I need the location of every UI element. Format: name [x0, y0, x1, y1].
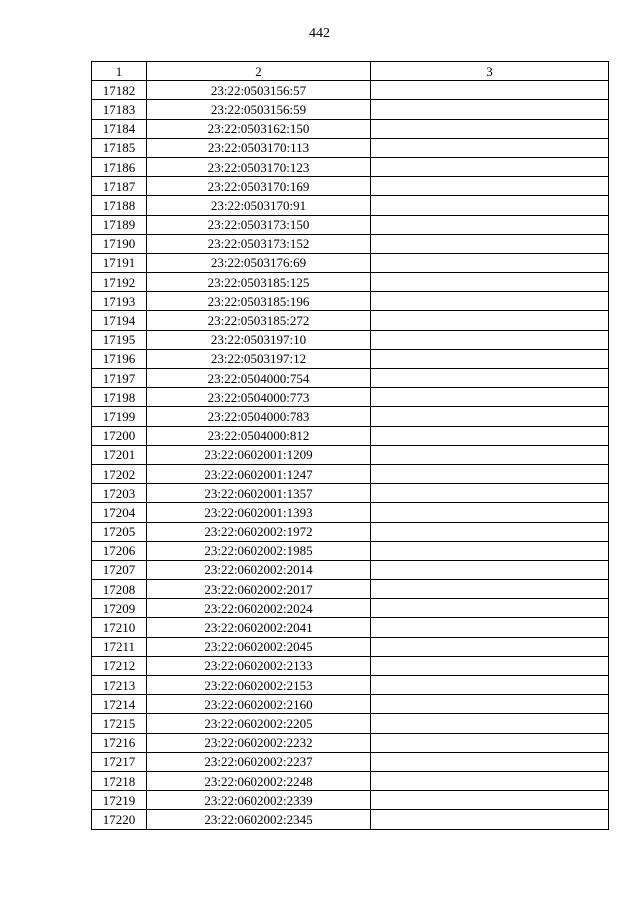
- table-cell-col-2: 23:22:0503185:272: [147, 311, 371, 330]
- table-cell-col-1: 17193: [92, 292, 147, 311]
- header-row: [92, 62, 609, 81]
- table-cell-col-1: 17199: [92, 407, 147, 426]
- table-cell-col-1: 17213: [92, 676, 147, 695]
- table-cell-col-3: [371, 330, 609, 349]
- table-cell-col-1: 17212: [92, 656, 147, 675]
- table-cell-col-3: [371, 234, 609, 253]
- table-cell-col-2: 23:22:0602002:2041: [147, 618, 371, 637]
- table-cell-col-1: 17185: [92, 138, 147, 157]
- table-row: [92, 676, 609, 695]
- table-cell-col-2: 23:22:0602001:1357: [147, 484, 371, 503]
- table-cell-col-2: 23:22:0503156:59: [147, 100, 371, 119]
- header-cell-col-3: 3: [371, 62, 609, 81]
- table-cell-col-3: [371, 445, 609, 464]
- table-cell-col-1: 17214: [92, 695, 147, 714]
- table-cell-col-2: 23:22:0602001:1209: [147, 445, 371, 464]
- table-row: [92, 810, 609, 829]
- table-cell-col-3: [371, 580, 609, 599]
- table-cell-col-2: 23:22:0602002:2232: [147, 733, 371, 752]
- table-cell-col-1: 17206: [92, 541, 147, 560]
- table-cell-col-2: 23:22:0503173:150: [147, 215, 371, 234]
- table-cell-col-1: 17192: [92, 273, 147, 292]
- table-cell-col-3: [371, 637, 609, 656]
- table-cell-col-3: [371, 157, 609, 176]
- table-cell-col-1: 17218: [92, 771, 147, 790]
- table-row: [92, 311, 609, 330]
- table-row: [92, 522, 609, 541]
- table-cell-col-2: 23:22:0503170:91: [147, 196, 371, 215]
- table-cell-col-2: 23:22:0602002:2339: [147, 791, 371, 810]
- header-cell-col-1: 1: [92, 62, 147, 81]
- table-cell-col-1: 17220: [92, 810, 147, 829]
- table-cell-col-1: 17182: [92, 81, 147, 100]
- table-row: [92, 791, 609, 810]
- table-cell-col-3: [371, 714, 609, 733]
- table-cell-col-1: 17215: [92, 714, 147, 733]
- table-cell-col-1: 17186: [92, 157, 147, 176]
- table-cell-col-1: 17194: [92, 311, 147, 330]
- table-cell-col-1: 17207: [92, 560, 147, 579]
- table-row: [92, 503, 609, 522]
- table-cell-col-3: [371, 503, 609, 522]
- table-cell-col-3: [371, 771, 609, 790]
- table-row: [92, 426, 609, 445]
- table-row: [92, 752, 609, 771]
- table-row: [92, 560, 609, 579]
- table-cell-col-3: [371, 119, 609, 138]
- table-row: [92, 656, 609, 675]
- table-cell-col-2: 23:22:0602002:2045: [147, 637, 371, 656]
- table-row: [92, 580, 609, 599]
- table-cell-col-2: 23:22:0503170:169: [147, 177, 371, 196]
- table-row: [92, 445, 609, 464]
- table-cell-col-3: [371, 311, 609, 330]
- table-cell-col-1: 17204: [92, 503, 147, 522]
- table-cell-col-2: 23:22:0503170:123: [147, 157, 371, 176]
- table-row: [92, 253, 609, 272]
- table-cell-col-1: 17187: [92, 177, 147, 196]
- table-row: [92, 234, 609, 253]
- table-row: [92, 81, 609, 100]
- table-cell-col-3: [371, 676, 609, 695]
- table-cell-col-1: 17188: [92, 196, 147, 215]
- table-cell-col-3: [371, 253, 609, 272]
- table-cell-col-2: 23:22:0504000:773: [147, 388, 371, 407]
- table-cell-col-2: 23:22:0503173:152: [147, 234, 371, 253]
- table-cell-col-1: 17203: [92, 484, 147, 503]
- table-cell-col-2: 23:22:0602002:1985: [147, 541, 371, 560]
- table-row: [92, 599, 609, 618]
- table-cell-col-1: 17189: [92, 215, 147, 234]
- table-cell-col-3: [371, 599, 609, 618]
- table-row: [92, 541, 609, 560]
- table-cell-col-3: [371, 810, 609, 829]
- table-cell-col-2: 23:22:0602002:1972: [147, 522, 371, 541]
- table-cell-col-1: 17219: [92, 791, 147, 810]
- table-cell-col-3: [371, 407, 609, 426]
- table-row: [92, 119, 609, 138]
- table-cell-col-2: 23:22:0602002:2014: [147, 560, 371, 579]
- table-cell-col-2: 23:22:0602002:2345: [147, 810, 371, 829]
- table-cell-col-3: [371, 464, 609, 483]
- table-cell-col-1: 17205: [92, 522, 147, 541]
- table-row: [92, 464, 609, 483]
- table-row: [92, 100, 609, 119]
- table-row: [92, 349, 609, 368]
- table-cell-col-3: [371, 791, 609, 810]
- table-cell-col-3: [371, 656, 609, 675]
- table-header: [92, 62, 609, 81]
- table-cell-col-3: [371, 541, 609, 560]
- table-row: [92, 695, 609, 714]
- table-cell-col-2: 23:22:0602002:2237: [147, 752, 371, 771]
- table-cell-col-2: 23:22:0503162:150: [147, 119, 371, 138]
- table-cell-col-2: 23:22:0602002:2024: [147, 599, 371, 618]
- table-cell-col-3: [371, 292, 609, 311]
- table-cell-col-3: [371, 484, 609, 503]
- table-cell-col-3: [371, 618, 609, 637]
- table-row: [92, 407, 609, 426]
- table-cell-col-2: 23:22:0602002:2205: [147, 714, 371, 733]
- table-row: [92, 733, 609, 752]
- table-cell-col-2: 23:22:0503156:57: [147, 81, 371, 100]
- table-cell-col-2: 23:22:0504000:812: [147, 426, 371, 445]
- table-cell-col-3: [371, 177, 609, 196]
- table-cell-col-1: 17191: [92, 253, 147, 272]
- table-cell-col-1: 17211: [92, 637, 147, 656]
- table-row: [92, 714, 609, 733]
- table-cell-col-3: [371, 752, 609, 771]
- table-cell-col-1: 17190: [92, 234, 147, 253]
- header-cell-col-2: 2: [147, 62, 371, 81]
- table-cell-col-2: 23:22:0503185:125: [147, 273, 371, 292]
- table-body: [92, 81, 609, 829]
- table-cell-col-3: [371, 138, 609, 157]
- table-cell-col-2: 23:22:0503176:69: [147, 253, 371, 272]
- table-cell-col-2: 23:22:0602001:1393: [147, 503, 371, 522]
- table-cell-col-2: 23:22:0504000:754: [147, 369, 371, 388]
- table-cell-col-1: 17208: [92, 580, 147, 599]
- table-cell-col-2: 23:22:0602002:2153: [147, 676, 371, 695]
- table-cell-col-1: 17217: [92, 752, 147, 771]
- page-number: 442: [309, 26, 330, 41]
- table-row: [92, 292, 609, 311]
- table-cell-col-2: 23:22:0602001:1247: [147, 464, 371, 483]
- table-cell-col-3: [371, 273, 609, 292]
- table-row: [92, 138, 609, 157]
- table-cell-col-1: 17209: [92, 599, 147, 618]
- table-cell-col-3: [371, 81, 609, 100]
- table-cell-col-1: 17201: [92, 445, 147, 464]
- table-cell-col-2: 23:22:0504000:783: [147, 407, 371, 426]
- table-row: [92, 618, 609, 637]
- table-cell-col-1: 17202: [92, 464, 147, 483]
- table-cell-col-3: [371, 388, 609, 407]
- table-cell-col-1: 17216: [92, 733, 147, 752]
- table-row: [92, 637, 609, 656]
- table-cell-col-2: 23:22:0602002:2133: [147, 656, 371, 675]
- table-cell-col-3: [371, 369, 609, 388]
- table-cell-col-3: [371, 560, 609, 579]
- table-row: [92, 273, 609, 292]
- table-row: [92, 157, 609, 176]
- table-row: [92, 177, 609, 196]
- table-cell-col-2: 23:22:0503170:113: [147, 138, 371, 157]
- table-cell-col-3: [371, 349, 609, 368]
- table-row: [92, 771, 609, 790]
- table-cell-col-1: 17200: [92, 426, 147, 445]
- table-cell-col-1: 17210: [92, 618, 147, 637]
- table-cell-col-1: 17184: [92, 119, 147, 138]
- table-row: [92, 196, 609, 215]
- table-cell-col-1: 17183: [92, 100, 147, 119]
- table-cell-col-3: [371, 215, 609, 234]
- table-row: [92, 215, 609, 234]
- table-cell-col-1: 17196: [92, 349, 147, 368]
- table-cell-col-1: 17198: [92, 388, 147, 407]
- table-cell-col-1: 17197: [92, 369, 147, 388]
- table-row: [92, 388, 609, 407]
- table-cell-col-3: [371, 522, 609, 541]
- table-cell-col-2: 23:22:0602002:2248: [147, 771, 371, 790]
- table-cell-col-3: [371, 196, 609, 215]
- data-table: [91, 61, 609, 830]
- table-row: [92, 330, 609, 349]
- table-cell-col-3: [371, 695, 609, 714]
- table-cell-col-2: 23:22:0503197:12: [147, 349, 371, 368]
- table-cell-col-2: 23:22:0503197:10: [147, 330, 371, 349]
- table-cell-col-2: 23:22:0602002:2160: [147, 695, 371, 714]
- table-cell-col-2: 23:22:0503185:196: [147, 292, 371, 311]
- table-cell-col-1: 17195: [92, 330, 147, 349]
- table-row: [92, 369, 609, 388]
- table-cell-col-3: [371, 100, 609, 119]
- table-cell-col-3: [371, 733, 609, 752]
- table-cell-col-3: [371, 426, 609, 445]
- table-cell-col-2: 23:22:0602002:2017: [147, 580, 371, 599]
- table-row: [92, 484, 609, 503]
